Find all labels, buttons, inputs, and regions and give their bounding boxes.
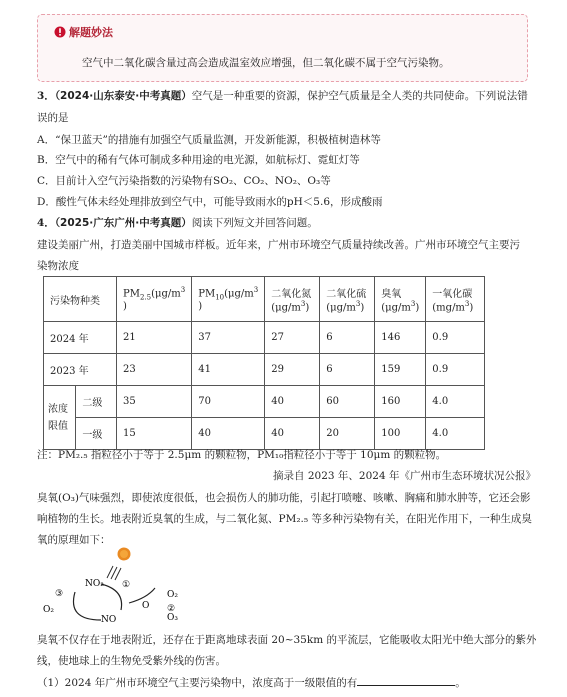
tip-title: 解题妙法	[69, 26, 113, 39]
excerpt-source: 摘录自 2023 年、2024 年《广州市生态环境状况公报》	[273, 470, 536, 482]
label-o2-right: O₂	[167, 590, 178, 600]
label-no2: NO₂	[85, 579, 104, 589]
q3-option-a: A．“保卫蓝天”的措施有加强空气质量监测，开发新能源，积极植树造林等	[37, 134, 381, 146]
limit-label: 浓度 限值	[44, 386, 76, 450]
stratosphere-para-1: 臭氧不仅存在于地表附近，还存在于距离地球表面 20~35km 的平流层，它能吸收太阳光中绝大部分的紫外	[37, 634, 537, 646]
q4-number: 4．	[37, 217, 55, 229]
header-pm10: $PM_{10}(\mu g/m^3$ )	[192, 277, 265, 322]
header-no2: 二氧化氮 $(\mu g/m^3)$	[265, 277, 320, 322]
q3-stem-line-1	[37, 88, 528, 103]
header-o3: 臭氧 $(\mu g/m^3)$	[375, 277, 426, 322]
table-header-row	[44, 277, 485, 322]
header-pm25: $PM_{2.5}(\mu g/m^3$ )	[117, 277, 192, 322]
q3-option-c: C．目前计入空气污染指数的污染物有SO₂、CO₂、NO₂、O₃等	[37, 175, 331, 187]
q4-source: （2025·广东广州·中考真题）	[54, 217, 192, 229]
tip-text: 空气中二氧化碳含量过高会造成温室效应增强，但二氧化碳不属于空气污染物。	[82, 57, 450, 69]
exclamation-badge-icon	[54, 26, 66, 38]
sub-question-1: （1）2024 年广州市环境空气主要污染物中，浓度高于一级限值的有 。	[37, 677, 466, 689]
answer-blank[interactable]	[357, 685, 455, 686]
table-row: 一级 15 40 40 20 100 4.0	[44, 418, 485, 450]
table-row: 浓度 限值 二级 35 70 40 60 160 4.0	[44, 386, 485, 418]
tip-heading	[54, 24, 113, 40]
table-row: 2024 年 21 37 27 6 146 0.9	[44, 322, 485, 354]
label-o: O	[142, 601, 150, 611]
arrow-step-3	[73, 592, 101, 620]
sunlight-arrows	[107, 566, 121, 580]
ozone-para-2: 响植物的生长。地表附近臭氧的生成，与二氧化氮、PM₂.₅ 等多种污染物有关，在阳光作用下，一种生成臭	[37, 513, 532, 525]
q3-option-d: D．酸性气体未经处理排放到空气中，可能导致雨水的pH＜5.6，形成酸雨	[37, 196, 383, 208]
label-step-1: ①	[122, 580, 131, 590]
label-o2-left: O₂	[43, 605, 54, 615]
table-corner: 污染物种类	[44, 277, 117, 322]
q3-option-b: B．空气中的稀有气体可制成多种用途的电光源，如航标灯、霓虹灯等	[37, 154, 360, 166]
tip-box	[37, 14, 528, 82]
ozone-formation-diagram	[37, 540, 207, 622]
q3-stem-2: 误的是	[37, 112, 69, 124]
q4-intro: 阅读下列短文并回答问题。	[191, 217, 318, 229]
header-so2: 二氧化硫 $(\mu g/m^3)$	[320, 277, 375, 322]
q3-stem-1: 空气是一种重要的资源，保护空气质量是全人类的共同使命。下列说法错	[191, 90, 528, 102]
label-step-3: ③	[55, 589, 64, 599]
q3-number: 3．	[37, 90, 55, 102]
label-step-2: ②	[167, 604, 176, 614]
arrow-step-1	[101, 584, 122, 610]
label-no: NO	[101, 615, 117, 622]
pollutant-table	[43, 276, 485, 450]
table-note: 注：PM₂.₅ 指粒径小于等于 2.5μm 的颗粒物，PM₁₀指粒径小于等于 10μm 的颗粒物。	[37, 449, 447, 461]
ozone-para-3: 氧的原理如下：	[37, 534, 111, 546]
ozone-para-1: 臭氧(O₃)气味强烈，即使浓度很低，也会损伤人的肺功能，引起打喷嚏、咳嗽、胸痛和肺水肿等，它还会影	[37, 492, 531, 504]
header-co: 一氧化碳 $(mg/m^3)$	[426, 277, 485, 322]
stratosphere-para-2: 线，使地球上的生物免受紫外线的伤害。	[37, 655, 226, 667]
q4-para-1: 建设美丽广州，打造美丽中国城市样板。近年来，广州市环境空气质量持续改善。广州市环境空气主要污	[37, 239, 520, 251]
label-o3: O₃	[167, 613, 178, 622]
table-row: 2023 年 23 41 29 6 159 0.9	[44, 354, 485, 386]
q3-source: （2024·山东泰安·中考真题）	[54, 90, 192, 102]
q4-para-2: 染物浓度	[37, 260, 79, 272]
q4-heading	[37, 215, 318, 230]
